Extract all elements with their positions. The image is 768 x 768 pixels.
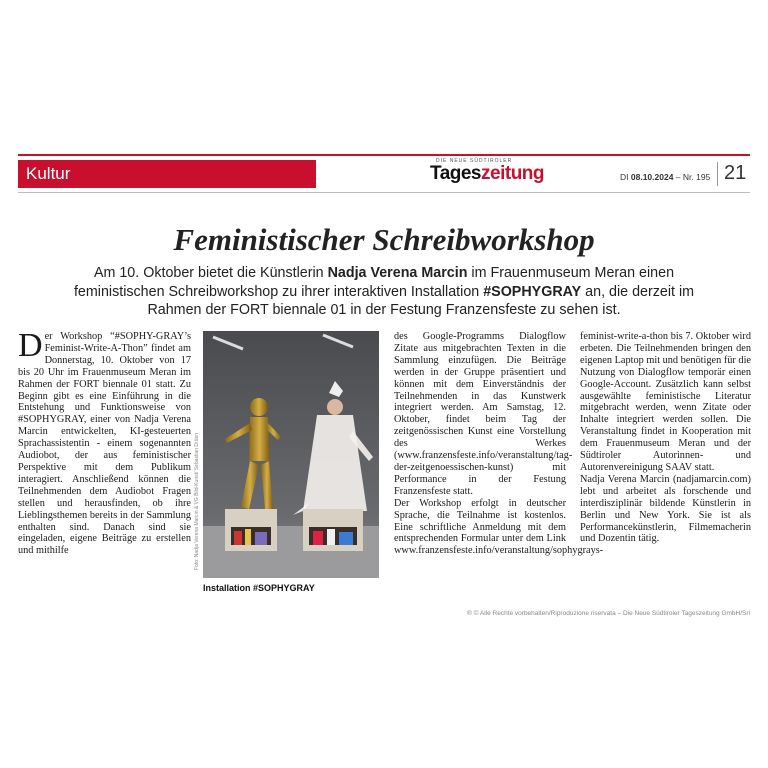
photo-caption: Installation #SOPHYGRAY <box>203 583 315 593</box>
header-bottom-rule <box>18 192 750 193</box>
column-1-text: er Workshop “#SOPHY-GRAY’s Feminist-Write-A-Thon” findet am Donnerstag, 10. Oktober von 17 bis 20 Uhr im Frauenmuseum Meran im Rahmen der FORT biennale 01 statt. Zu Beginn gibt es eine Einführung in die Entstehung und Funktionsweise von #SOPHYGRAY, einer von Nadja Verena Marcin entwickelten, KI-gesteuerten Sprachassistentin - einem sogenannten Audiobot, der aus feministischer Perspektive mit dem Publikum interagiert. Anschließend können die Teilnehmenden dem Audiobot Fragen stellen und herausfinden, ob ihre Lieblingsthemen bereits in der Sammlung enthalten sind. Danach sind sie eingeladen, eigene Beiträge zu erstellen und mithilfe <box>18 331 191 557</box>
issue-number: – Nr. 195 <box>673 172 711 182</box>
page-number: 21 <box>724 162 747 184</box>
article-lead <box>58 264 710 320</box>
article-column-2 <box>394 331 604 557</box>
column-2-paragraph-1: des Google-Programms Dialogflow Zitate aus mitgebrachten Texten in die Sammlung einzufügen. Die Beiträge werden in der Gruppe präsentiert und können mit dem Einverständnis der Teilnehmenden in das Kunstwerk integriert werden. Am Samstag, 12. Oktober, findet beim Tag der zeitgenössischen Kunst eine Vorstellung des Werkes (www.franzensfeste.info/veranstaltung/tag-der-zeitgenoessischen-kunst) mit Performance in der Festung Franzensfeste statt. <box>394 331 573 497</box>
lead-text-3: an, die derzeit im Rahmen der FORT biennale 01 in der Festung Franzensfeste zu sehen ist. <box>147 283 695 318</box>
logo-part-tages: Tages <box>430 163 482 184</box>
header-separator <box>717 162 718 186</box>
logo-subtitle: DIE NEUE SÜDTIROLER <box>436 158 513 164</box>
section-tab <box>18 160 316 188</box>
newspaper-logo <box>430 158 554 190</box>
lead-text-2: im Frauenmuseum Meran einen feministischen Schreibworkshop zu ihrer interaktiven Installation <box>73 265 675 300</box>
photo-credit: Foto: Nadja Verena Marcin & VG Bild-Kunst/ Sebastian Drüen <box>194 432 200 570</box>
lead-text-1: Am 10. Oktober bietet die Künstlerin <box>93 265 328 281</box>
issue-date: 08.10.2024 <box>630 172 674 182</box>
issue-info <box>620 172 710 182</box>
drop-cap: D <box>18 327 43 364</box>
lead-artist-name: Nadja Verena Marcin <box>327 265 468 281</box>
article-headline: Feministischer Schreibworkshop <box>173 222 595 257</box>
article-column-3 <box>580 331 751 545</box>
installation-photo <box>203 331 379 578</box>
column-2-paragraph-2: Der Workshop erfolgt in deutscher Sprache, die Teilnahme ist kostenlos. Eine schriftliche Anmeldung mit dem entsprechenden Formular unter dem Link www.franzensfeste.info/veranstaltung/sophygrays- <box>394 497 604 557</box>
section-label: Kultur <box>26 164 71 183</box>
issue-prefix: DI <box>620 172 631 182</box>
installation-photo-illustration <box>203 331 379 578</box>
header-top-rule <box>18 154 750 156</box>
lead-hashtag: #SOPHYGRAY <box>483 283 582 300</box>
column-3-paragraph-1: feminist-write-a-thon bis 7. Oktober wird erbeten. Die Teilnehmenden bringen den eigenen Laptop mit und benötigen für die Nutzung von Dialogflow temporär einen Google-Account. Zusätzlich kann selbst ausgewählte feministische Literatur mitgebracht werden, wenn Zitate oder Inhalte integriert werden sollen. Die Veranstaltung findet in Kooperation mit dem Frauenmuseum Meran und der Südtiroler Autorinnen- und Autorenvereinigung SAAV statt. <box>580 331 751 473</box>
logo-part-zeitung: zeitung <box>481 163 545 184</box>
copyright-notice: ® © Alle Rechte vorbehalten/Riproduzione riservata – Die Neue Südtiroler Tageszeitung GmbH/Srl <box>467 610 750 617</box>
article-column-1 <box>18 327 191 557</box>
column-3-paragraph-2: Nadja Verena Marcin (nadjamarcin.com) lebt und arbeitet als forschende und interdisziplinär bildende Künstlerin in Berlin und New York. Sie ist als Performancekünstlerin, Filmemacherin und Dozentin tätig. <box>580 473 751 545</box>
logo-wordmark <box>430 163 544 185</box>
